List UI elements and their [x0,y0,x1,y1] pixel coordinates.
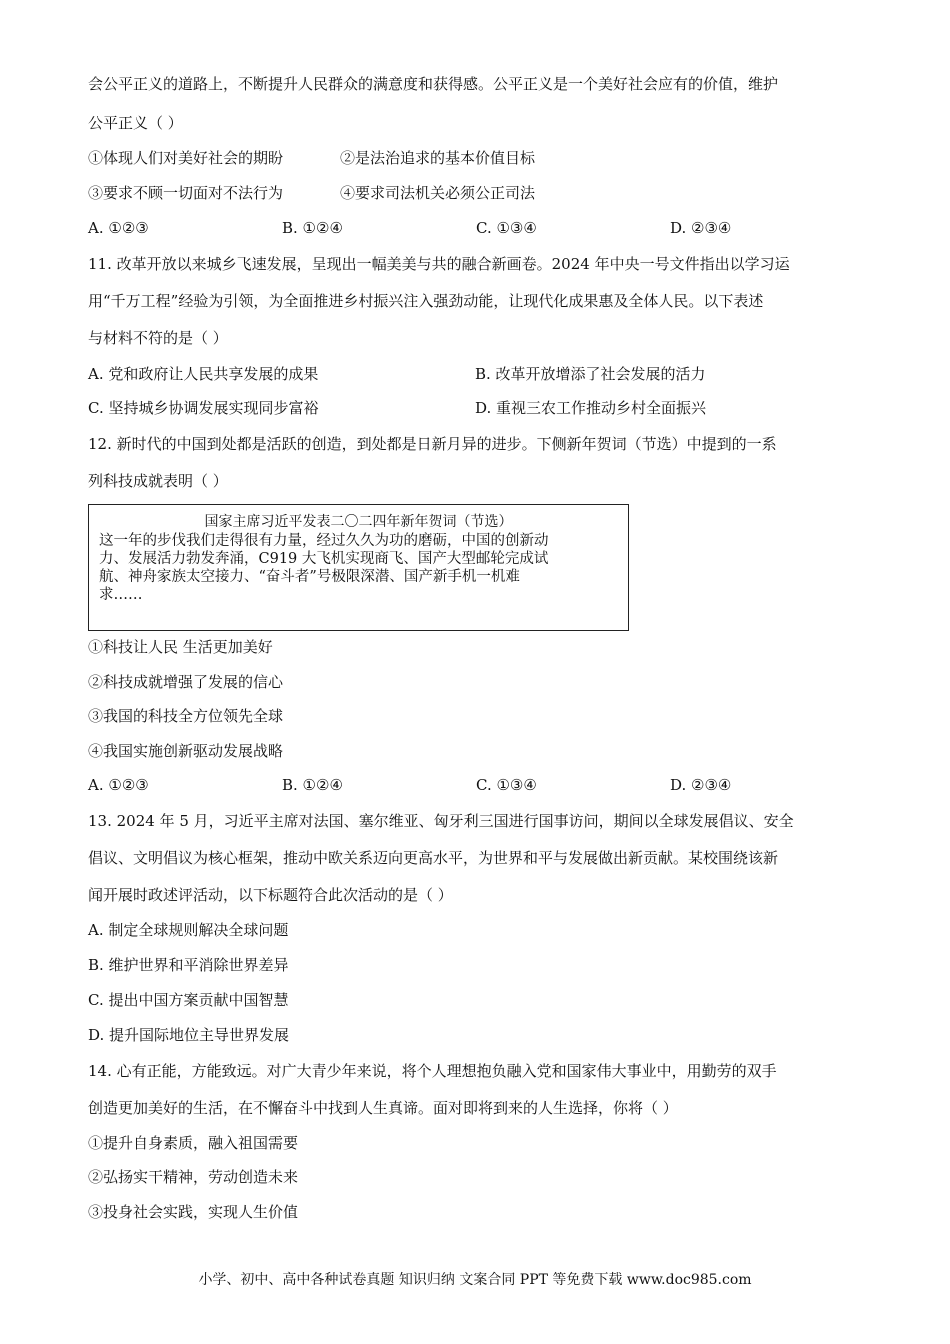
q10-stem-line1: 会公平正义的道路上，不断提升人民群众的满意度和获得感。公平正义是一个美好社会应有的价值，维护 [88,75,779,93]
q11-stem-line2: 用“千万工程”经验为引领，为全面推进乡村振兴注入强劲动能，让现代化成果惠及全体人民。以下表述 [88,292,764,310]
q11-stem-line1: 11. 改革开放以来城乡飞速发展，呈现出一幅美美与共的融合新画卷。2024 年中央一号文件指出以学习运 [88,255,790,273]
q11-options-row2 [88,398,862,418]
q13-stem-line2: 倡议、文明倡议为核心框架，推动中欧关系迈向更高水平，为世界和平与发展做出新贡献。某校围绕该新 [88,849,779,867]
q11-option-d: D. 重视三农工作推动乡村全面振兴 [475,399,707,417]
q10-stem-line2: 公平正义（ ） [88,114,183,132]
q10-item-1: ①体现人们对美好社会的期盼 [88,149,284,167]
q12-option-a: A. ①②③ [88,776,149,794]
q11-option-b: B. 改革开放增添了社会发展的活力 [475,365,706,383]
q12-item-3: ③我国的科技全方位领先全球 [88,707,284,725]
q12-option-b: B. ①②④ [282,776,343,794]
q14-stem-line1: 14. 心有正能，方能致远。对广大青少年来说，将个人理想抱负融入党和国家伟大事业中，用勤劳的双手 [88,1062,777,1080]
q12-option-c: C. ①③④ [476,776,537,794]
q12-item-1: ①科技让人民 生活更加美好 [88,638,273,656]
q13-option-d: D. 提升国际地位主导世界发展 [88,1026,290,1044]
q12-item-4: ④我国实施创新驱动发展战略 [88,742,284,760]
new-year-speech-excerpt-box [88,504,629,631]
q13-stem-line1: 13. 2024 年 5 月，习近平主席对法国、塞尔维亚、匈牙利三国进行国事访问，期间以全球发展倡议、安全 [88,812,794,830]
q12-item-2: ②科技成就增强了发展的信心 [88,673,284,691]
q13-option-b: B. 维护世界和平消除世界差异 [88,956,289,974]
q12-options [88,775,864,795]
q12-option-d: D. ②③④ [670,776,732,794]
q13-option-a: A. 制定全球规则解决全球问题 [88,921,289,939]
q11-option-c: C. 坚持城乡协调发展实现同步富裕 [88,399,319,417]
q10-option-b: B. ①②④ [282,219,343,237]
q14-item-1: ①提升自身素质，融入祖国需要 [88,1134,299,1152]
excerpt-line-3: 航、神舟家族太空接力、“奋斗者”号极限深潜、国产新手机一机难 [99,569,520,585]
q11-options-row1 [88,364,862,384]
q12-stem-line2: 列科技成就表明（ ） [88,472,228,490]
q12-stem-line1: 12. 新时代的中国到处都是活跃的创造，到处都是日新月异的进步。下侧新年贺词（节选）中提到的一系 [88,435,777,453]
q11-option-a: A. 党和政府让人民共享发展的成果 [88,365,319,383]
q10-option-c: C. ①③④ [476,219,537,237]
q10-items-row1 [88,148,535,168]
excerpt-line-1: 这一年的步伐我们走得很有力量，经过久久为功的磨砺，中国的创新动 [99,533,549,549]
q11-stem-line3: 与材料不符的是（ ） [88,329,228,347]
q10-item-2: ②是法治追求的基本价值目标 [340,149,536,167]
q13-option-c: C. 提出中国方案贡献中国智慧 [88,991,289,1009]
q10-item-3: ③要求不顾一切面对不法行为 [88,184,284,202]
q10-item-4: ④要求司法机关必须公正司法 [340,184,536,202]
q10-options [88,218,864,238]
q14-item-2: ②弘扬实干精神，劳动创造未来 [88,1168,299,1186]
q10-option-d: D. ②③④ [670,219,732,237]
excerpt-body [99,532,618,604]
excerpt-line-2: 力、发展活力勃发奔涌，C919 大飞机实现商飞、国产大型邮轮完成试 [99,551,549,567]
excerpt-line-4: 求…… [99,587,143,603]
q14-item-3: ③投身社会实践，实现人生价值 [88,1203,299,1221]
q13-stem-line3: 闻开展时政述评活动，以下标题符合此次活动的是（ ） [88,886,453,904]
excerpt-title: 国家主席习近平发表二〇二四年新年贺词（节选） [204,514,513,530]
q10-option-a: A. ①②③ [88,219,149,237]
q10-items-row2 [88,183,535,203]
footer-watermark: 小学、初中、高中各种试卷真题 知识归纳 文案合同 PPT 等免费下载 www.doc985.com [198,1272,752,1288]
q14-stem-line2: 创造更加美好的生活，在不懈奋斗中找到人生真谛。面对即将到来的人生选择，你将（ ） [88,1099,678,1117]
